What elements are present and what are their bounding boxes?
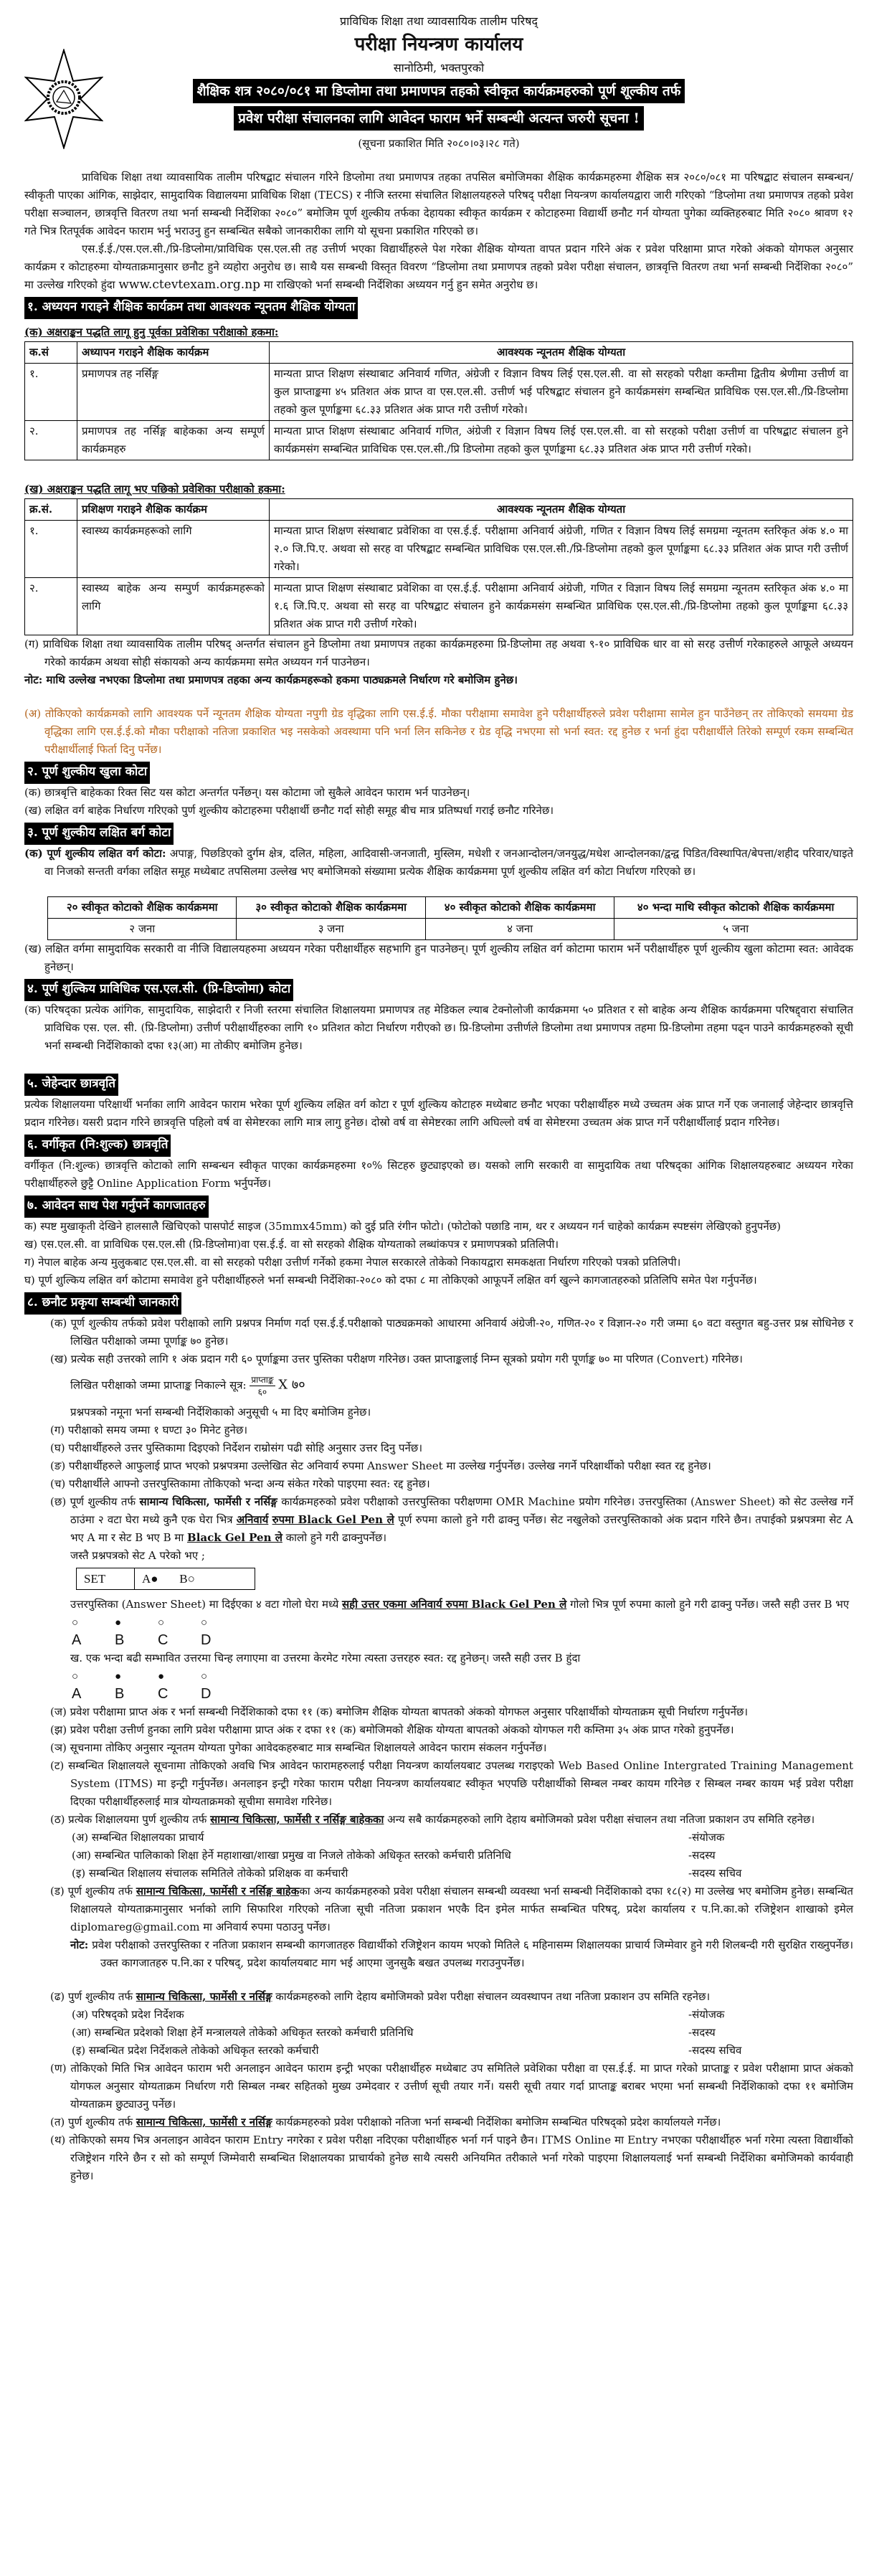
section-1-heading: १. अध्ययन गराइने शैक्षिक कार्यक्रम तथा आवश्यक न्यूनतम शैक्षिक योग्यता [24, 297, 358, 319]
formula-numerator: प्राप्ताङ्क [251, 1375, 274, 1385]
section-1a-heading: (क) अक्षराङ्कन पद्धति लागू हुनु पूर्वका प्रवेशिका परीक्षाको हकमा: [24, 326, 279, 338]
bubble-empty-icon: ○ [72, 1616, 79, 1629]
text: (त) पुर्ण शुल्कीय तर्फ [50, 2116, 136, 2128]
council-name: प्राविधिक शिक्षा तथा व्यावसायिक तालीम परिषद् [340, 14, 538, 28]
set-label: SET [77, 1568, 135, 1590]
clause-label: (क) पूर्ण शुल्कीय लक्षित वर्ग कोटा: [24, 847, 166, 860]
table-cell: १. [25, 364, 77, 421]
member-name: (इ) सम्बन्धित प्रदेश निर्देशकले तोकेको अधिकृत स्तरको कर्मचारी [72, 2044, 319, 2057]
section-8-clause-nj: (ञ) सूचनामा तोकिए अनुसार न्यूनतम योग्यता पुगेका आवेदकहरुबाट मात्र सम्बन्धित शिक्षालयले आवेदन फाराम संकलन गर्नुपर्नेछ। [50, 1741, 547, 1754]
table-cell: मान्यता प्राप्त शिक्षण संस्थाबाट अनिवार्य गणित, अंग्रेजी र विज्ञान विषय लिई एस.एल.सी. वा सो सरहको परीक्षा उत्तीर्ण वा परिषद्बाट संचालन हुने कार्यक्रमसंग सम्बन्धित प्राविधिक एस.एल.सी./प्रि डिप्लोमा तहको कुल पूर्णाङ्कमा ६८.३३ प्रतिशत अंक प्राप्त गरी उत्तीर्ण गरेको। [270, 421, 853, 460]
member-role: -सदस्य सचिव [688, 1867, 742, 1880]
sample-question-note: प्रश्नपत्रको नमूना भर्ना सम्बन्धी निर्देशिकाको अनुसूची ५ मा दिए बमोजिम हुनेछ। [70, 1406, 371, 1419]
note-label: नोट: [70, 1938, 89, 1951]
emphasis: सामान्य चिकित्सा, फार्मेसी र नर्सिङ्ग बाहेक [136, 1885, 300, 1898]
emphasis: अनिवार्य [236, 1513, 269, 1526]
section-1-note: नोट: माथि उल्लेख नभएका डिप्लोमा तथा प्रमाणपत्र तहका अन्य कार्यक्रमहरूको हकमा पाठ्यक्रमले निर्धारण गरे बमोजिम हुनेछ। [24, 673, 518, 686]
member-name: (आ) सम्बन्धित पालिकाको शिक्षा हेर्ने महाशाखा/शाखा प्रमुख वा निजले तोकेको अधिकृत स्तरको कर्मचारी प्रतिनिधि [72, 1849, 511, 1862]
table-cell: १. [25, 521, 77, 578]
text: कालो हुने गरी ढाक्नुपर्नेछ। [282, 1531, 387, 1544]
text: कार्यक्रमहरुको लागि देहाय बमोजिमको प्रवेश परीक्षा संचालन व्यवस्थापन तथा नतिजा प्रकाशन उप समिति रहनेछ। [272, 1990, 711, 2003]
text: का अन्य कार्यक्रमहरुको प्रवेश परीक्षा संचालन सम्बन्धी व्यवस्था भर्ना सम्बन्धी निर्देशिकाको दफा १८(२) मा उल्लेख भए बमोजिम हुनेछ। सम्बन्धित शिक्षालयले योग्यताक्रमानुसार भर्नाको लागि सिफारिश गरिएको नतिजा सूची नतिजा प्रकाशन भएकै दिन इमेल मार्फत सम्बन्धित परिषद्, प्रदेश कार्यालय र प.नि.का.को रजिष्ट्रेशन शाखाको इमेल diplomareg@gmail.com मा अनिवार्य रुपमा पठाउनु पर्नेछ। [70, 1885, 853, 1933]
bubble-empty-icon: ○ [158, 1616, 165, 1629]
member-name: (अ) परिषद्को प्रदेश निर्देशक [72, 2008, 184, 2021]
table-header: आवश्यक न्यूनतम शैक्षिक योग्यता [270, 499, 853, 521]
set-example-table [76, 1568, 255, 1590]
table-header: अध्यापन गराइने शैक्षिक कार्यक्रम [77, 342, 270, 364]
member-name: (इ) सम्बन्धित शिक्षालय संचालक समितिले तोकेको प्रशिक्षक वा कर्मचारी [72, 1867, 348, 1880]
section-7-heading: ७. आवेदन साथ पेश गर्नुपर्ने कागजातहरु [24, 1195, 209, 1218]
table-header: ३० स्वीकृत कोटाको शैक्षिक कार्यक्रममा [237, 897, 425, 919]
committee-member [50, 2024, 853, 2042]
emphasis: सामान्य चिकित्सा, फार्मेसी र नर्सिङ्ग [139, 1495, 277, 1508]
formula-denominator: ६० [257, 1387, 267, 1397]
bubble-empty-icon: ○ [201, 1670, 208, 1682]
table-row [48, 919, 858, 940]
section-5-heading: ५. जेहेन्दार छात्रवृति [24, 1074, 118, 1096]
section-8-clause-ng: (ङ) परीक्षार्थीहरुले आफुलाई प्राप्त भएको प्रश्नपत्रमा उल्लेखित सेट अनिवार्य रुपमा Answer Sheet मा उल्लेख गर्नुपर्नेछ। उल्लेख नगर्ने परिक्षार्थीको परीक्षा स्वत रद्द हुनेछ। [50, 1459, 711, 1472]
text: पूर्ण रुपमा कालो हुने गरी ढाक्नु पर्नेछ। सेट नखुलेको उत्तरपुस्तिकाको अंक प्रदान गरिने छैन। तपाईको प्रश्नपत्रमा सेट A भए A मा र सेट B भए B मा [70, 1513, 854, 1544]
text: कार्यक्रमहरुको प्रवेश परीक्षाको उत्तरपुस्तिका परीक्षणमा OMR Machine प्रयोग गरिनेछ। उत्तरपुस्तिका (Answer Sheet) को सेट उल्लेख गर्ने ठाउंमा २ वटा घेरा मध्ये कुनै एक घेरा भित्र [70, 1495, 853, 1526]
bubble-empty-icon: ○ [201, 1616, 208, 1629]
office-address: सानोठिमी, भक्तपुरको [393, 61, 485, 75]
set-options [135, 1568, 255, 1590]
intro-paragraph-2 [24, 240, 853, 294]
section-4-heading: ४. पूर्ण शुल्किय प्राविधिक एस.एल.सी. (प्रि-डिप्लोमा) कोटा [24, 979, 293, 1001]
clause-text: अपाङ्ग, पिछडिएको दुर्गम क्षेत्र, दलित, महिला, आदिवासी-जनजाती, मुस्लिम, मधेशी र जनआन्दोलन/जनयुद्ध/मधेश आन्दोलनका/द्वन्द्व पिडित/विस्थापित/बेपत्ता/शहीद परिवार/घाइते वा निजको सन्तती वर्गका लक्षित समूह मध्येबाट तपसिलमा उल्लेख भए बमोजिमको संख्यामा प्रत्येक शैक्षिक कार्यक्रममा पूर्ण शुल्कीय लक्षित वर्ग कोटा निर्धारण गरिएको छ। [44, 847, 854, 878]
table-header: ४० स्वीकृत कोटाको शैक्षिक कार्यक्रममा [425, 897, 614, 919]
text: कार्यक्रमहरुको प्रवेश परीक्षाको नतिजा भर्ना सम्बन्धी निर्देशिका बमोजिम सम्बन्धित परिषद्को प्रदेश कार्यालयले गर्नेछ। [272, 2116, 721, 2128]
table-cell: ५ जना [614, 919, 858, 940]
set-b-empty: B○ [179, 1572, 195, 1586]
table-cell: प्रमाणपत्र तह नर्सिङ्ग [77, 364, 270, 421]
table-cell: ३ जना [237, 919, 425, 940]
bubble-filled-icon: ● [115, 1616, 122, 1629]
option-label: B [115, 1686, 125, 1702]
option-label: A [72, 1632, 82, 1648]
table-cell: ४ जना [425, 919, 614, 940]
committee-member [50, 2042, 853, 2060]
score-formula [50, 1374, 853, 1398]
text: (छ) पूर्ण शुल्कीय तर्फ [50, 1495, 140, 1508]
formula-multiplier: X ७० [278, 1377, 305, 1393]
published-date: (सूचना प्रकाशित मिति २०८०।०३।२८ गते) [358, 137, 520, 150]
section-8-clause-tha: (थ) तोकिएको समय भित्र अनलाइन आवेदन फाराम Entry नगरेका र प्रवेश परीक्षा नदिएका परीक्षार्थीहरु भर्ना गर्न पाइने छैन। ITMS Online मा Entry नभएका परीक्षार्थीहरु भर्ना गरेमा त्यस्ता विद्यार्थीको रजिष्ट्रेशन गरिने छैन र सो को सम्पूर्ण जिम्मेवारी सम्बन्धित शिक्षालयका प्राचार्यको हुनेछ साथै त्यसरी अनियमित तरीकाले भर्ना गरेको पाइएमा शिक्षालयलाई भर्ना सम्बन्धी निर्देशिका बमोजिमको कार्यवाही हुनेछ। [50, 2134, 853, 2182]
table-cell: स्वास्थ्य बाहेक अन्य सम्पुर्ण कार्यक्रमहरूको लागि [77, 578, 270, 635]
section-8-clause-g: (ग) परीक्षाको समय जम्मा १ घण्टा ३० मिनेट हुनेछ। [50, 1424, 248, 1436]
member-name: (आ) सम्बन्धित प्रदेशको शिक्षा हेर्ने मन्त्रालयले तोकेको अधिकृत स्तरको कर्मचारी प्रतिनिधि [72, 2026, 414, 2039]
emphasis: सामान्य चिकित्सा, फार्मेसी र नर्सिङ्ग [136, 2116, 272, 2128]
option-label: D [201, 1632, 212, 1648]
member-role: -सदस्य [688, 2026, 716, 2039]
section-2-clause-k: (क) छात्रबृत्ति बाहेकका रिक्त सिट यस कोटा अन्तर्गत पर्नेछन्। यस कोटामा जो सुकैले आवेदन फाराम भर्न पाउनेछन्। [24, 786, 470, 799]
table-cell: स्वास्थ्य कार्यक्रमहरूको लागि [77, 521, 270, 578]
bubble-example-correct [72, 1614, 853, 1632]
bubble-empty-icon: ○ [72, 1670, 79, 1682]
committee-member [50, 1847, 853, 1865]
section-8-clause-dh [50, 1988, 853, 2006]
intro-paragraph-1: प्राविधिक शिक्षा तथा व्यावसायिक तालीम परिषद्बाट संचालन गरिने डिप्लोमा तथा प्रमाणपत्र तहका तपसिल बमोजिमका शैक्षिक कार्यक्रमहरुमा शैक्षिक सत्र २०८०/०८१ मा परिषद्बाट संचालन सम्बन्धन/स्वीकृती पाएका आंगिक, साझेदार, सामुदायिक विद्यालयमा प्राविधिक शिक्षा (TECS) र नीजि स्तरमा संचालित शिक्षालयहरुले परिषद् परीक्षा नियन्त्रण कार्यालयद्वारा जारी गरिएको “डिप्लोमा तथा प्रमाणपत्र तहको प्रवेश परीक्षा सञ्चालन, छात्रवृत्ति वितरण तथा भर्ना सम्बन्धी निर्देशिका २०८०” बमोजिम पूर्ण शुल्कीय तर्फका देहायका स्वीकृत कार्यक्रम र कोटाहरुमा विद्यार्थी छनौट गर्न योग्यता पुगेका व्यक्तिहरुबाट मिति २०८० श्रावण १२ गते भित्र रितपूर्वक आवेदन फाराम भर्नु भराउनु हुन सम्बन्धित सबैको जानकारीका लागि यो सूचना प्रकाशित गरिएको छ। [24, 171, 853, 237]
committee-member [50, 1865, 853, 1883]
emphasis: रुपमा Black Gel Pen ले [272, 1513, 394, 1526]
office-name: परीक्षा नियन्त्रण कार्यालय [354, 34, 523, 55]
bubble-options [72, 1685, 853, 1703]
set-example-label: जस्तै प्रश्नपत्रको सेट A परेको भए ; [70, 1549, 205, 1562]
text: उत्तरपुस्तिका (Answer Sheet) मा दिईएका ४ वटा गोलो घेरा मध्ये [70, 1598, 343, 1611]
table-cell: २. [25, 578, 77, 635]
emphasis: सामान्य चिकित्सा, फार्मेसी र नर्सिङ्ग बाहेकका [210, 1813, 384, 1826]
bubble-options [72, 1632, 853, 1649]
formula-label: लिखित परीक्षाको जम्मा प्राप्ताङ्क निकाल्ने सूत्र: [70, 1378, 247, 1392]
section-3-clause-kh: (ख) लक्षित वर्गमा सामुदायिक सरकारी वा नीजि विद्यालयहरुमा अध्ययन गरेका परीक्षार्थीहरु सहभागि हुन पाउनेछन्। पूर्ण शुल्कीय लक्षित वर्ग कोटामा फाराम भर्ने परीक्षार्थीहरु पूर्ण शुल्कीय खुला कोटामा स्वत: आवेदक हुनेछन्। [24, 942, 853, 973]
document-item: क) स्पष्ट मुखाकृती देखिने हालसालै खिचिएको पासपोर्ट साइज (35mmx45mm) को दुई प्रति रंगीन फोटो। (फोटोको पछाडि नाम, थर र अध्ययन गर्न चाहेको कार्यक्रम स्पष्टसंग लेखिएको हुनुपर्नेछ) [24, 1220, 782, 1233]
table-cell: २ जना [48, 919, 237, 940]
section-8-heading: ८. छनौट प्रकृया सम्बन्धी जानकारी [24, 1292, 181, 1315]
table-header: क.सं [25, 342, 77, 364]
notice-header [24, 13, 853, 153]
section-3-heading: ३. पूर्ण शुल्कीय लक्षित बर्ग कोटा [24, 823, 174, 845]
emphasis: सही उत्तर एकमा अनिवार्य रुपमा Black Gel Pen ले [342, 1598, 567, 1611]
section-8-clause-th [50, 1811, 853, 1829]
target-quota-table [47, 896, 858, 940]
section-8-clause-t: (ट) सम्बन्धित शिक्षालयले सूचनामा तोकिएको अवधि भित्र आवेदन फारामहरुलाई परीक्षा नियन्त्रण कार्यालयबाट उपलब्ध गराइएको Web Based Online Intergrated Training Management System (ITMS) मा इन्ट्री गर्नुपर्नेछ। अनलाइन इन्ट्री गरेका फाराम परीक्षा नियन्त्रण कार्यालयबाट स्वीकृत भएपछि परीक्षार्थीको सिम्बल नम्बर कायम गरिनेछ र सिम्बल नम्बर कायम भई प्रवेश परीक्षा दिएका परीक्षार्थीहरुलाई मात्र योग्यताक्रमको सूचीमा समावेश गरिनेछ। [50, 1759, 853, 1808]
table-row [25, 578, 853, 635]
section-8-clause-n: (ण) तोकिएको मिति भित्र आवेदन फाराम भरी अनलाइन आवेदन फाराम इन्ट्री भएका परीक्षार्थीहरु मध्येबाट उप समितिले प्रवेशिका परीक्षा वा एस.ई.ई. मा प्राप्त गरेको प्राप्ताङ्क र प्रवेश परीक्षामा प्राप्त अंकको योगफल अनुसार योग्यताक्रम निर्धारण गरी सिम्बल नम्बर सहितको मुख्य उम्मेदवार र उत्तीर्ण सूची तयार गर्ने। यसरी सूची तयार गर्दा प्राप्ताङ्क बराबर भएमा भर्ना सम्बन्धी निर्देशिकाको दफा ११ बमोजिम योग्यताक्रम छुट्याउनु पर्नेछ। [50, 2062, 853, 2111]
multiple-mark-rule: ख. एक भन्दा बढी सम्भावित उत्तरमा चिन्ह लगाएमा वा उत्तरमा केरमेट गरेमा त्यस्ता उत्तरहरु स्वत: रद्द हुनेछन्। जस्तै सही उत्तर B हुंदा [70, 1652, 581, 1665]
bubble-filled-icon: ● [115, 1670, 122, 1682]
member-role: -सदस्य [688, 1849, 716, 1862]
section-8-clause-jh: (झ) प्रवेश परीक्षा उत्तीर्ण हुनका लागि प्रवेश परीक्षामा प्राप्त अंक र दफा ११ (क) बमोजिमको शैक्षिक योग्यता बापतको अंकको योगफल गरी कम्तिमा ३५ अंक प्राप्त गरेको हुनुपर्नेछ। [50, 1723, 734, 1736]
section-1-clause-g: (ग) प्राविधिक शिक्षा तथा व्यावसायिक तालीम परिषद् अन्तर्गत संचालन हुने डिप्लोमा तथा प्रमाणपत्र तहका कार्यक्रमहरुमा प्रि-डिप्लोमा तह अथवा ९-१० प्राविधिक धार वा सो सरह उत्तीर्ण गरेकाहरुले आफूले अध्ययन गरेको कार्यक्रम अथवा सोही संकायको अन्य कार्यक्रममा समेत अध्ययन गर्न पाउनेछन। [24, 638, 853, 668]
grade-improvement-clause: (अ) तोकिएको कार्यक्रमको लागि आवश्यक पर्ने न्यूनतम शैक्षिक योग्यता नपुगी ग्रेड वृद्धिका लागि एस.ई.ई. मौका परीक्षामा समावेश हुने परीक्षार्थीहरुले प्रवेश परीक्षामा सामेल हुन पाउँनेछन् तर तोकिएको समयमा ग्रेड वृद्धिका लागि एस.ई.ई.को मौका परीक्षाको नतिजा प्रकाशित भइ नसकेको अवस्थामा पनि भर्ना लिन सकिनेछ र ग्रेड वृद्धि नभएमा सो भर्ना स्वत: रद्द हुनेछ र भर्ना हुंदा परीक्षार्थीले तिरेको सम्पूर्ण रकम सम्बन्धित परीक्षार्थीलाई फिर्ता दिनु पर्नेछ। [24, 707, 853, 756]
text: गोलो भित्र पूर्ण रुपमा कालो हुने गरी ढाक्नु पर्नेछ। जस्तै सही उत्तर B भए [566, 1598, 850, 1611]
table-cell: मान्यता प्राप्त शिक्षण संस्थाबाट अनिवार्य गणित, अंग्रेजी र विज्ञान विषय लिई एस.एल.सी. वा सो सरहको परीक्षा कम्तीमा द्वितीय श्रेणीमा उत्तीर्ण वा कुल प्राप्ताङ्कमा ४५ प्रतिशत अंक प्राप्त वा एस.एल.सी. उत्तीर्ण भई परिषद्बाट संचालन हुने कार्यक्रमसंग सम्बन्धित प्राविधिक एस.एल.सी./प्रि-डिप्लोमा तहको कुल पूर्णाङ्कमा ६८.३३ प्रतिशत अंक प्राप्त गरी उत्तीर्ण गरेको। [270, 364, 853, 421]
notice-title-line-2: प्रवेश परीक्षा संचालनका लागि आवेदन फाराम भर्ने सम्बन्धी अत्यन्त जरुरी सूचना ! [234, 106, 644, 131]
section-8-clause-j: (ज) प्रवेश परीक्षामा प्राप्त अंक र भर्ना सम्बन्धी निर्देशिकाको दफा ११ (क) बमोजिम शैक्षिक योग्यता बापतको अंकको योगफल अनुसार परिक्षार्थीको योग्यताक्रम सूची निर्धारण गर्नुपर्नेछ। [50, 1705, 749, 1718]
table-row [25, 364, 853, 421]
section-8-clause-kh: (ख) प्रत्येक सही उत्तरको लागि १ अंक प्रदान गरी ६० पूर्णाङ्कमा उत्तर पुस्तिका परीक्षण गरिनेछ। उक्त प्राप्ताङ्कलाई निम्न सूत्रको प्रयोग गरी पूर्णाङ्क ७० मा परिणत (Convert) गरिनेछ। [50, 1353, 743, 1365]
qualification-table-a [24, 341, 853, 460]
table-header: ४० भन्दा माथि स्वीकृत कोटाको शैक्षिक कार्यक्रममा [614, 897, 858, 919]
table-cell: मान्यता प्राप्त शिक्षण संस्थाबाट प्रवेशिका वा एस.ई.ई. परीक्षामा अनिवार्य अंग्रेजी, गणित र विज्ञान विषय लिई समग्रमा न्यूनतम स्तरिकृत अंक ४.० मा १.६ जि.पि.ए. अथवा सो सरह वा परिषद्बाट संचालन हुने कार्यक्रमसंग सम्बन्धित प्राविधिक एस.एल.सी./प्रि-डिप्लोमा तहको कुल पूर्णाङ्कमा ६८.३३ प्रतिशत अंक प्राप्त गरी उत्तीर्ण गरेको। [270, 578, 853, 635]
section-2-heading: २. पूर्ण शुल्कीय खुला कोटा [24, 762, 150, 784]
committee-member [50, 1829, 853, 1847]
set-a-filled: A● [142, 1572, 158, 1586]
member-role: -संयोजक [688, 2008, 725, 2021]
section-4-clause-k: (क) परिषद्का प्रत्येक आंगिक, सामुदायिक, साझेदारी र निजी स्तरमा संचालित शिक्षालयमा प्रमाणपत्र तह मेडिकल ल्याब टेक्नोलोजी कार्यक्रममा ५० प्रतिशत र सो बाहेक अन्य शैक्षिक कार्यक्रममा परिषद्द्वारा संचालित प्राविधिक एस. एल. सी. (प्रि-डिप्लोमा) उत्तीर्ण परीक्षार्थीहरुका लागि १० प्रतिशत कोटा निर्धारण गरीएको छ। प्रि-डिप्लोमा उत्तीर्णले डिप्लोमा तथा प्रमाणपत्र तहमा प्रि-डिप्लोमा तहमा पढ्न पाउने कार्यक्रमहरुको सूची भर्ना सम्बन्धी निर्देशिकाको दफा १३(आ) मा तोकीए बमोजिम हुनेछ। [24, 1003, 853, 1052]
option-label: A [72, 1686, 82, 1702]
intro-paragraph-2-text: एस.ई.ई./एस.एल.सी./प्रि-डिप्लोमा/प्राविधिक एस.एल.सी तह उत्तीर्ण भएका विद्यार्थीहरुले पेश गरेका शैक्षिक योग्यता वापत प्रदान गरिने अंक र प्रवेश परिक्षामा प्राप्त गरेको अंकको योगफल अनुसार कार्यक्रम र कोटाहरुमा योग्यताक्रमानुसार छनौट हुने व्यहोरा अनुरोध छ। साथै यस सम्बन्धी विस्तृत विवरण “डिप्लोमा तथा प्रमाणपत्र तहको प्रवेश परीक्षा संचालन, छात्रवृत्ति वितरण तथा भर्ना सम्बन्धी निर्देशिका २०८०” मा उल्लेख गरिएको हुंदा [24, 242, 853, 291]
section-8-clause-k: (क) पूर्ण शुल्कीय तर्फको प्रवेश परीक्षाको लागि प्रश्नपत्र निर्माण गर्दा एस.ई.ई.परीक्षाको पाठ्यक्रमको आधारमा अनिवार्य अंग्रेजी-२०, गणित-२० र विज्ञान-२० गरी जम्मा ६० वटा वस्तुगत बहु-उत्तर प्रश्न सोधिनेछ र लिखित परीक्षाको जम्मा पूर्णाङ्क ७० हुनेछ। [50, 1317, 853, 1348]
text: (ठ) प्रत्येक शिक्षालयमा पुर्ण शुल्कीय तर्फ [50, 1813, 211, 1826]
section-2-clause-kh: (ख) लक्षित वर्ग बाहेक निर्धारण गरिएको पुर्ण शुल्कीय कोटाहरुमा परीक्षार्थी छनौट गर्दा सोही समूह बीच मात्र प्रतिष्पर्धा गराई छनौट गरिनेछ। [24, 804, 554, 817]
member-role: -सदस्य सचिव [688, 2044, 742, 2057]
section-8-clause-ch: (च) परीक्षार्थीले आफ्नो उत्तरपुस्तिकामा तोकिएको भन्दा अन्य संकेत गरेको पाइएमा स्वत: रद्द हुनेछ। [50, 1477, 430, 1490]
section-8-clause-gh: (घ) परीक्षार्थीहरुले उत्तर पुस्तिकामा दिइएको निर्देशन राम्रोसंग पढी सोहि अनुसार उत्तर दिनु पर्नेछ। [50, 1441, 422, 1454]
member-name: (अ) सम्बन्धित शिक्षालयका प्राचार्य [72, 1831, 204, 1844]
nepal-government-emblem-icon [24, 49, 103, 149]
table-header: प्रशिक्षण गराइने शैक्षिक कार्यक्रम [77, 499, 270, 521]
section-5-text: प्रत्येक शिक्षालयमा परिक्षार्थी भर्नाका लागि आवेदन फाराम भरेका पूर्ण शुल्किय लक्षित वर्ग कोटा र पूर्ण शुल्किय कोटाहरु मध्येबाट छनौट भएका परीक्षार्थीहरु मध्ये उच्चतम अंक प्राप्त गर्ने एक जनालाई जेहेन्दार छात्रवृत्ति प्रदान गरिनेछ। यसरी प्रदान गरिने छात्रवृत्ति पहिलो वर्ष वा सेमेष्टरका लागि मात्र लागु हुनेछ। दोस्रो वर्ष वा सेमेष्टरका लागि अघिल्लो वर्ष वा सेमेष्टरमा उच्चतम अंक प्राप्त गर्ने परीक्षार्थीलाई प्रदान गरिनेछ। [24, 1098, 853, 1129]
section-3-clause-k [24, 845, 853, 881]
committee-member [50, 2006, 853, 2024]
text: (ढ) पुर्ण शुल्कीय तर्फ [50, 1990, 136, 2003]
document-item: ग) नेपाल बाहेक अन्य मुलुकबाट एस.एल.सी. वा सो सरहको परीक्षा उत्तीर्ण गर्नेको हकमा नेपाल सरकारले तोकेको निकायद्वारा समकक्षता निर्धारण गरिएको पत्रको प्रतिलिपी। [24, 1256, 681, 1269]
formula-fraction [250, 1374, 275, 1398]
website-link[interactable]: www.ctevtexam.org.np [118, 278, 261, 292]
bubble-example-invalid [72, 1667, 853, 1685]
text: अन्य सबै कार्यक्रमहरुको लागि देहाय बमोजिमको प्रवेश परीक्षा संचालन तथा नतिजा प्रकाशन उप समिति रहनेछ। [384, 1813, 815, 1826]
intro-paragraph-2-tail: मा राखिएको भर्ना सम्बन्धी निर्देशिका अध्ययन गर्नु हुन समेत अनुरोध छ। [260, 278, 538, 291]
table-cell: प्रमाणपत्र तह नर्सिङ्ग बाहेकका अन्य सम्पूर्ण कार्यक्रमहरु [77, 421, 270, 460]
note-text: प्रवेश परीक्षाको उत्तरपुस्तिका र नतिजा प्रकाशन सम्बन्धी कागजातहरु विद्यार्थीको रजिष्ट्रेशन कायम भएको मितिले ६ महिनासम्म शिक्षालयका प्राचार्य जिम्मेवार हुने गरी शिलबन्दी गरी सुरक्षित राख्नुपर्नेछ। उक्त कागजातहरु प.नि.का र परिषद्, प्रदेश कार्यालयबाट माग भई आएमा जुनसुकै बखत उपलब्ध गराउनुपर्नेछ। [88, 1938, 853, 1969]
table-cell: २. [25, 421, 77, 460]
table-row [25, 521, 853, 578]
section-8-clause-ta [50, 2113, 853, 2131]
option-label: C [158, 1632, 168, 1648]
table-cell: मान्यता प्राप्त शिक्षण संस्थाबाट प्रवेशिका वा एस.ई.ई. परीक्षामा अनिवार्य अंग्रेजी, गणित र विज्ञान विषय लिई समग्रमा न्यूनतम स्तरिकृत अंक ४.० मा २.० जि.पि.ए. अथवा सो सरह वा परिषद्बाट सम्बन्धित प्राविधिक एस.एल.सी./प्रि-डिप्लोमा तहको कुल पूर्णाङ्कमा ६८.३३ प्रतिशत अंक प्राप्त गरी उत्तीर्ण गरेको। [270, 521, 853, 578]
bubble-filled-icon: ● [158, 1670, 165, 1682]
document-item: ख) एस.एल.सी. वा प्राविधिक एस.एल.सी (प्रि-डिप्लोमा)वा एस.ई.ई. वा सो सरहको शैक्षिक योग्यताको लब्धांकपत्र र प्रमाणपत्रको प्रतिलिपी। [24, 1238, 559, 1251]
answer-sheet-instruction [50, 1596, 853, 1614]
table-header: आवश्यक न्यूनतम शैक्षिक योग्यता [270, 342, 853, 364]
section-8-clause-d [50, 1883, 853, 1936]
table-header: क्र.सं. [25, 499, 77, 521]
section-1b-heading: (ख) अक्षराङ्कन पद्धति लागू भए पछिको प्रवेशिका परीक्षाको हकमा: [24, 483, 285, 496]
option-label: B [115, 1632, 125, 1648]
document-item: घ) पूर्ण शुल्किय लक्षित वर्ग कोटामा समावेश हुने परीक्षार्थीहरुले भर्ना सम्बन्धी निर्देशिका-२०८० को दफा ८ मा तोकिएको आफूपर्ने लक्षित वर्ग खुल्ने कागजातहरुको प्रतिलिपि समेत पेश गर्नुपर्नेछ। [24, 1274, 757, 1287]
emphasis: सामान्य चिकित्सा, फार्मेसी र नर्सिङ्ग [136, 1990, 272, 2003]
section-8-clause-chh [50, 1493, 853, 1547]
document-retention-note [50, 1936, 853, 1972]
notice-title-line-1: शैक्षिक शत्र २०८०/०८१ मा डिप्लोमा तथा प्रमाणपत्र तहको स्वीकृत कार्यक्रमहरुको पूर्ण शूल्कीय तर्फ [193, 79, 685, 103]
table-header: २० स्वीकृत कोटाको शैक्षिक कार्यक्रममा [48, 897, 237, 919]
table-row [25, 421, 853, 460]
option-label: D [201, 1686, 212, 1702]
emphasis: Black Gel Pen ले [187, 1531, 282, 1544]
option-label: C [158, 1686, 168, 1702]
section-6-text: वर्गीकृत (नि:शुल्क) छात्रवृत्ति कोटाको लागि सम्बन्धन स्वीकृत पाएका कार्यक्रमहरुमा १०% सिटहरु छुट्याइएको छ। यसको लागि सरकारी वा सामुदायिक तथा परिषद्का आंगिक शिक्षालयहरुबाट अध्ययन गरेका परीक्षार्थीहरुले छुट्टै Online Application Form भर्नुपर्नेछ। [24, 1159, 853, 1190]
member-role: -संयोजक [688, 1831, 725, 1844]
text: (ड) पूर्ण शुल्कीय तर्फ [50, 1885, 136, 1898]
qualification-table-b [24, 498, 853, 635]
section-6-heading: ६. वर्गीकृत (नि:शुल्क) छात्रवृति [24, 1135, 171, 1157]
